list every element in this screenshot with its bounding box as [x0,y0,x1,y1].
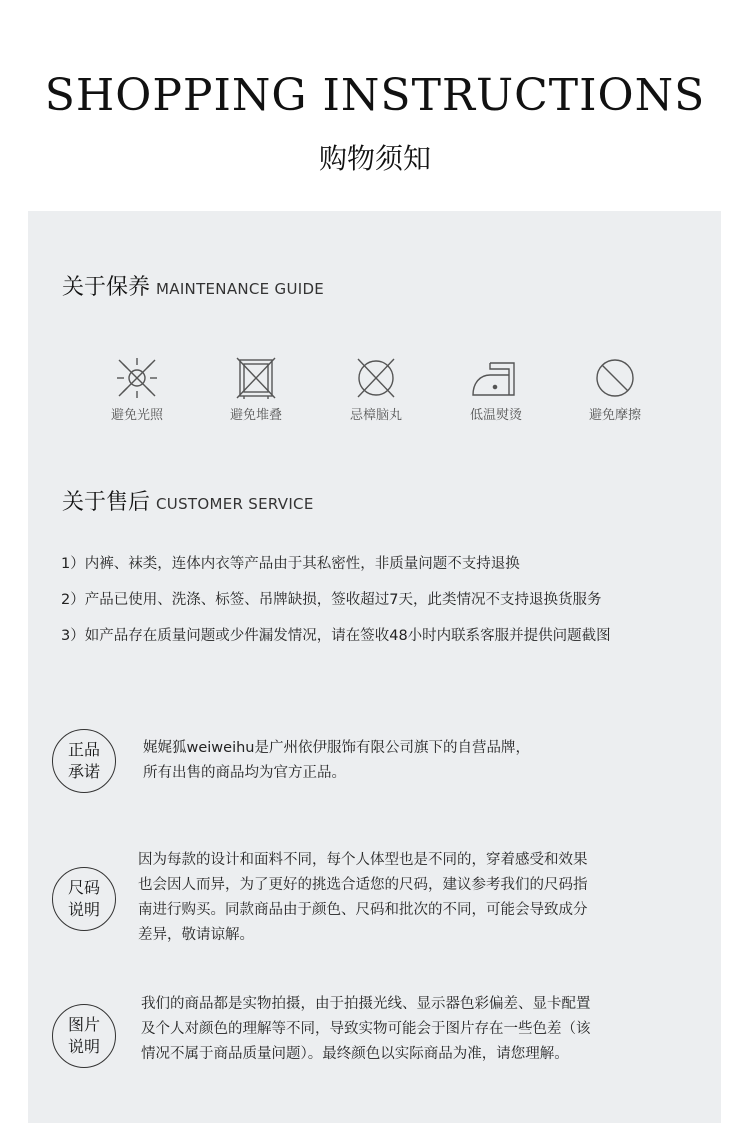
maintenance-heading [62,273,324,304]
badge-text: 说明 [67,900,100,919]
no-stacking-icon [233,355,279,401]
no-camphor-icon [353,355,399,401]
no-rubbing-icon [592,355,638,401]
service-heading-en: CUSTOMER SERVICE [156,495,314,513]
service-heading [62,488,314,519]
badge-text: 尺码 [67,878,100,897]
promise-text [138,848,658,948]
care-label: 避免堆叠 [229,408,282,423]
authentic-badge [52,729,116,793]
care-item-low-iron [436,355,556,425]
care-label: 低温熨烫 [469,408,522,423]
promise-line: 我们的商品都是实物拍摄，由于拍摄光线、显示器色彩偏差、显卡配置 [141,996,591,1012]
service-rule: 2）产品已使用、洗涤、标签、吊牌缺损，签收超过7天，此类情况不支持退换货服务 [61,592,602,608]
promise-line: 及个人对颜色的理解等不同，导致实物可能会于图片存在一些色差（该 [141,1021,591,1037]
badge-text: 正品 [67,740,100,759]
page-title-en: SHOPPING INSTRUCTIONS [44,70,706,121]
maintenance-heading-en: MAINTENANCE GUIDE [156,280,325,298]
care-item-no-sunlight [77,355,197,425]
care-item-no-camphor [316,355,436,425]
promise-line: 南进行购买。同款商品由于颜色、尺码和批次的不同，可能会导致成分 [138,902,588,918]
promise-text [141,992,661,1067]
service-rule: 3）如产品存在质量问题或少件漏发情况，请在签收48小时内联系客服并提供问题截图 [61,628,611,644]
service-rules [61,546,611,654]
badge-text: 说明 [67,1037,100,1056]
care-item-no-rubbing [555,355,675,425]
promise-line: 因为每款的设计和面料不同，每个人体型也是不同的，穿着感受和效果 [138,852,588,868]
service-rule: 1）内裤、袜类，连体内衣等产品由于其私密性，非质量问题不支持退换 [61,556,520,572]
promise-line: 娓娓狐weiweihu是广州依伊服饰有限公司旗下的自营品牌， [143,740,530,756]
promise-line: 差异，敬请谅解。 [138,927,254,943]
photo-badge [52,1004,116,1068]
care-label: 忌樟脑丸 [349,408,402,423]
service-heading-zh: 关于售后 [62,490,151,515]
maintenance-heading-zh: 关于保养 [62,275,151,300]
promise-line: 也会因人而异，为了更好的挑选合适您的尺码，建议参考我们的尺码指 [138,877,588,893]
care-label: 避免摩擦 [588,408,641,423]
badge-text: 承诺 [67,762,100,781]
no-sunlight-icon [114,355,160,401]
promise-line: 所有出售的商品均为官方正品。 [143,765,346,781]
instructions-panel [28,211,721,1123]
badge-text: 图片 [67,1015,100,1034]
page-title-zh: 购物须知 [318,142,431,175]
promise-text [143,736,663,786]
promise-line: 情况不属于商品质量问题）。最终颜色以实际商品为准，请您理解。 [141,1046,569,1062]
size-badge [52,867,116,931]
care-label: 避免光照 [110,408,163,423]
care-item-no-stacking [196,355,316,425]
low-iron-icon [470,355,522,401]
